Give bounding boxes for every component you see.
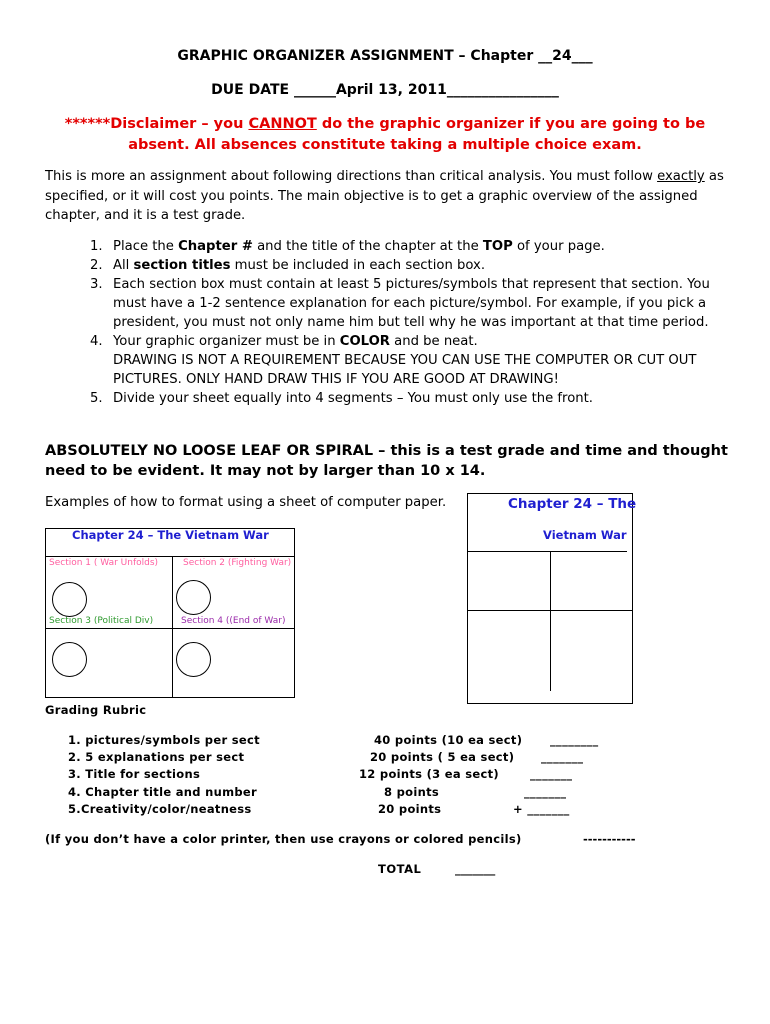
due-date-value: April 13, 2011 bbox=[335, 82, 447, 98]
page-title: GRAPHIC ORGANIZER ASSIGNMENT – Chapter __24___ bbox=[177, 48, 593, 64]
instruction-text: of your page. bbox=[512, 239, 605, 254]
total-blank: _______ bbox=[455, 862, 496, 876]
instruction-bold: Chapter # bbox=[178, 239, 253, 254]
instruction-text: All bbox=[113, 258, 134, 273]
rubric-item-blank: ________ bbox=[550, 733, 599, 747]
dashes-blank: ----------- bbox=[583, 832, 636, 846]
divider bbox=[550, 551, 551, 691]
rubric-item-points: 12 points (3 ea sect) bbox=[359, 767, 499, 781]
divider bbox=[172, 556, 173, 698]
instruction-item bbox=[45, 389, 725, 408]
color-printer-note: (If you don’t have a color printer, then use crayons or colored pencils) bbox=[45, 832, 522, 846]
intro-exactly: exactly bbox=[657, 169, 705, 184]
instruction-bold: section titles bbox=[133, 258, 231, 273]
instruction-number: 3. bbox=[90, 277, 103, 292]
total-label: TOTAL bbox=[378, 862, 422, 876]
disclaimer-start: ******Disclaimer – you bbox=[64, 116, 249, 132]
rubric-item-blank: + _______ bbox=[513, 802, 570, 816]
due-date-prefix: DUE DATE ______ bbox=[211, 82, 336, 98]
rubric-item-label: 3. Title for sections bbox=[68, 767, 201, 781]
rubric-item-points: 20 points bbox=[378, 802, 442, 816]
instruction-text: Your graphic organizer must be in bbox=[113, 334, 340, 349]
instruction-text: DRAWING IS NOT A REQUIREMENT BECAUSE YOU CAN USE THE COMPUTER OR CUT OUT PICTURES. ONLY HAND DRAW THIS IF YOU ARE GOOD AT DRAWING! bbox=[113, 353, 697, 387]
circle-icon bbox=[52, 582, 87, 617]
instruction-item bbox=[45, 332, 725, 389]
rubric-item-blank: _______ bbox=[524, 785, 567, 799]
instruction-text: Each section box must contain at least 5 pictures/symbols that represent that section. You must have a 1-2 sentence explanation for each picture/symbol. For example, if you pick a president, you must not only name him but tell why he was important at that time period. bbox=[113, 277, 710, 330]
intro-part1: This is more an assignment about following directions than critical analysis. You must follow bbox=[45, 169, 658, 184]
instruction-item bbox=[45, 275, 725, 332]
divider bbox=[45, 556, 295, 557]
instruction-text: must be included in each section box. bbox=[230, 258, 486, 273]
instruction-text: and be neat. bbox=[389, 334, 478, 349]
instruction-bold: COLOR bbox=[339, 334, 390, 349]
rubric-title: Grading Rubric bbox=[45, 703, 147, 717]
rubric-item-points: 8 points bbox=[384, 785, 440, 799]
example-right-title: Chapter 24 – The bbox=[508, 496, 637, 512]
disclaimer bbox=[40, 114, 730, 156]
section-3-label: Section 3 (Political Div) bbox=[49, 616, 154, 626]
due-date-suffix: ________________ bbox=[446, 82, 559, 98]
warning-text: ABSOLUTELY NO LOOSE LEAF OR SPIRAL – this is a test grade and time and thought need to be evident. It may not by larger than 10 x 14. bbox=[45, 443, 728, 479]
example-left-title: Chapter 24 – The Vietnam War bbox=[72, 528, 269, 542]
rubric-item-label: 1. pictures/symbols per sect bbox=[68, 733, 260, 747]
disclaimer-end: do the graphic organizer if you are going to be absent. All absences constitute taking a multiple choice exam. bbox=[128, 116, 706, 153]
divider bbox=[45, 628, 295, 629]
disclaimer-cannot: CANNOT bbox=[248, 116, 317, 132]
rubric-item-label: 5.Creativity/color/neatness bbox=[68, 802, 252, 816]
instruction-number: 5. bbox=[90, 391, 103, 406]
instructions-list bbox=[45, 237, 725, 408]
intro-paragraph bbox=[45, 167, 735, 226]
intro-part2: as specified, or it will cost you points. The main objective is to get a graphic overview of the assigned chapter, and it is a test grade. bbox=[45, 169, 724, 223]
rubric-item-points: 20 points ( 5 ea sect) bbox=[370, 750, 515, 764]
instruction-item bbox=[45, 256, 725, 275]
divider bbox=[467, 551, 627, 552]
instruction-text: and the title of the chapter at the bbox=[252, 239, 483, 254]
instruction-number: 4. bbox=[90, 334, 103, 349]
example-organizer-left bbox=[45, 528, 295, 698]
instruction-text: Place the bbox=[113, 239, 179, 254]
instruction-number: 1. bbox=[90, 239, 103, 254]
section-1-label: Section 1 ( War Unfolds) bbox=[49, 558, 159, 568]
rubric-item-label: 4. Chapter title and number bbox=[68, 785, 257, 799]
rubric-item-blank: _______ bbox=[530, 767, 573, 781]
rubric-item-blank: _______ bbox=[541, 750, 584, 764]
section-2-label: Section 2 (Fighting War) bbox=[183, 558, 292, 568]
rubric-item-label: 2. 5 explanations per sect bbox=[68, 750, 245, 764]
circle-icon bbox=[176, 642, 211, 677]
instruction-text: Divide your sheet equally into 4 segments – You must only use the front. bbox=[113, 391, 593, 406]
instruction-bold: TOP bbox=[482, 239, 513, 254]
circle-icon bbox=[176, 580, 211, 615]
instruction-number: 2. bbox=[90, 258, 103, 273]
examples-caption: Examples of how to format using a sheet of computer paper. bbox=[45, 495, 447, 510]
due-date-line bbox=[0, 82, 770, 98]
rubric-item-points: 40 points (10 ea sect) bbox=[374, 733, 523, 747]
section-4-label: Section 4 ((End of War) bbox=[181, 616, 286, 626]
circle-icon bbox=[52, 642, 87, 677]
example-right-subtitle: Vietnam War bbox=[543, 528, 627, 542]
instruction-item bbox=[45, 237, 725, 256]
